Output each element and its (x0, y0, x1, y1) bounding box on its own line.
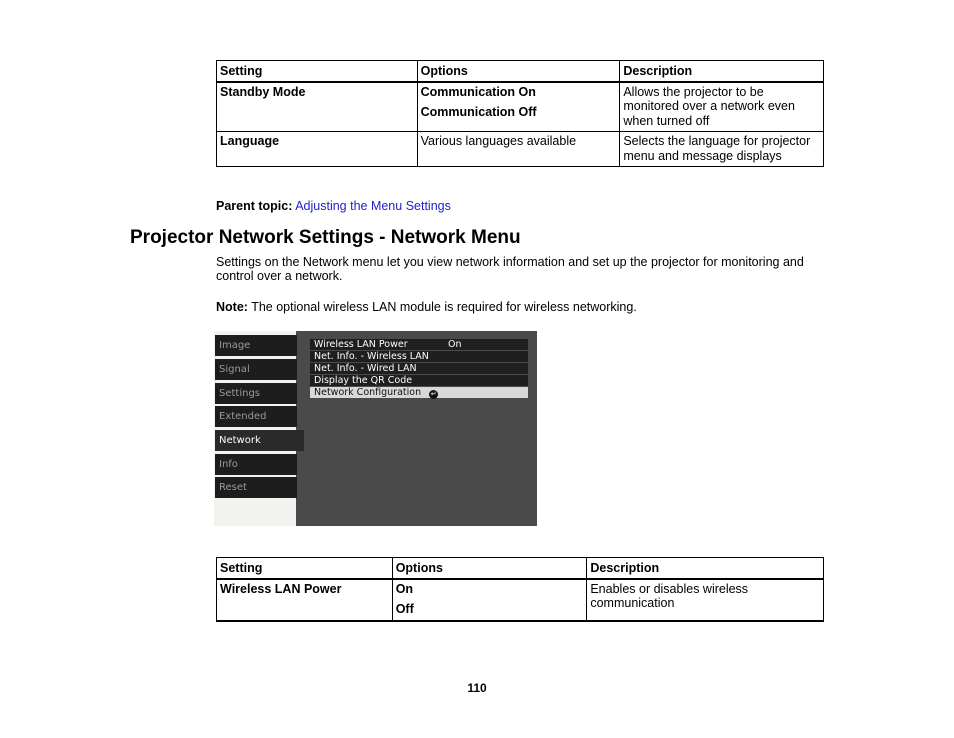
parent-topic (216, 199, 451, 213)
menu-tab-signal: Signal (215, 359, 297, 380)
column-header: Options (392, 558, 587, 579)
menu-item-network-configuration (310, 387, 528, 398)
setting-cell: Language (217, 132, 418, 167)
table-row (217, 82, 824, 132)
description-cell: Allows the projector to be monitored over a network even when turned off (620, 82, 824, 132)
table-header-row (217, 61, 824, 82)
note-text: The optional wireless LAN module is required for wireless networking. (247, 300, 637, 314)
setting-cell: Wireless LAN Power (217, 579, 393, 621)
network-menu-screenshot (214, 331, 537, 526)
option-value: On (395, 581, 414, 596)
menu-tab-info: Info (215, 454, 297, 475)
option-value: Communication On (420, 84, 536, 99)
menu-tab-extended: Extended (215, 406, 297, 427)
intro-paragraph: Settings on the Network menu let you view network information and set up the projector for monitoring and control over a network. (216, 255, 804, 283)
parent-topic-link[interactable]: Adjusting the Menu Settings (295, 199, 451, 213)
column-header: Description (587, 558, 824, 579)
settings-table-1 (216, 60, 824, 167)
page-number: 110 (467, 681, 487, 695)
description-cell: Selects the language for projector menu and message displays (620, 132, 824, 167)
column-header: Setting (217, 61, 418, 82)
options-cell (392, 579, 587, 621)
menu-item-label: Wireless LAN Power (314, 339, 408, 350)
menu-item-net-info-wireless: Net. Info. - Wireless LAN (310, 351, 528, 362)
options-cell: Various languages available (417, 132, 620, 167)
menu-item-wireless-lan-power (310, 339, 528, 350)
parent-topic-label: Parent topic: (216, 199, 293, 213)
column-header: Setting (217, 558, 393, 579)
note-label: Note: (216, 300, 248, 314)
table-row (217, 579, 824, 621)
options-cell (417, 82, 620, 132)
table-header-row (217, 558, 824, 579)
menu-tab-reset: Reset (215, 477, 297, 498)
option-value: Communication Off (420, 105, 537, 119)
menu-item-net-info-wired: Net. Info. - Wired LAN (310, 363, 528, 374)
enter-icon: ↵ (430, 390, 437, 398)
setting-cell: Standby Mode (217, 82, 418, 132)
column-header: Options (417, 61, 620, 82)
menu-item-value: On (448, 339, 462, 350)
menu-item-display-qr-code: Display the QR Code (310, 375, 528, 386)
description-cell: Enables or disables wireless communication (587, 579, 824, 621)
section-title: Projector Network Settings - Network Menu (130, 227, 521, 248)
menu-tab-settings: Settings (215, 383, 297, 404)
settings-table-2 (216, 557, 824, 622)
option-value: Off (395, 602, 414, 616)
menu-item-label: Network Configuration (314, 387, 422, 398)
menu-tab-network: Network (215, 430, 304, 451)
column-header: Description (620, 61, 824, 82)
table-row (217, 132, 824, 167)
note (216, 300, 637, 314)
menu-tab-image: Image (215, 335, 297, 356)
